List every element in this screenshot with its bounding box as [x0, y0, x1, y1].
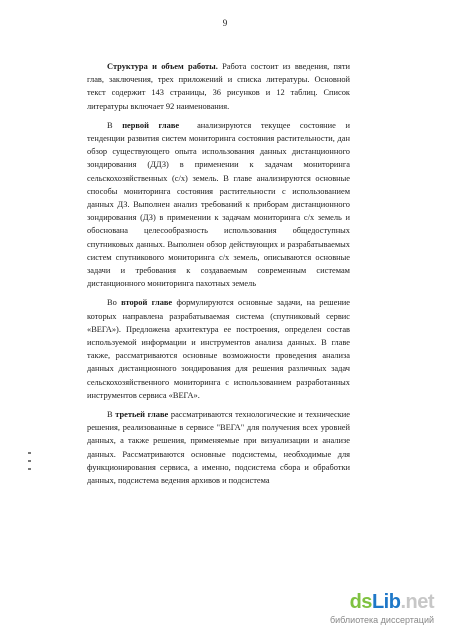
paragraph-lead: третьей главе	[115, 410, 169, 420]
paragraph-prefix: Во	[107, 298, 122, 308]
page-number: 9	[222, 18, 228, 28]
document-body	[87, 60, 350, 493]
paragraph-lead: первой главе	[122, 120, 180, 130]
paragraph-prefix: В	[107, 410, 116, 420]
paragraph-chapter-1	[87, 119, 350, 291]
watermark-logo	[350, 591, 434, 613]
paragraph-lead: второй главе	[121, 298, 173, 308]
margin-mark	[28, 452, 31, 454]
margin-marks	[28, 452, 34, 472]
paragraph-lead: Структура и объем работы.	[107, 62, 218, 71]
paragraph-chapter-2	[87, 296, 350, 402]
paragraph-text: анализируются текущее состояние и тенденции развития систем мониторинга состояния растительности, дан обзор существующего опыта использования данных дистанционного зондирования (ДДЗ) в применении к задачам мониторинга сельскохозяйственных (с/х) земель. В главе анализируются основные способы мониторинга состояния растительности с использованием данных ДЗ. Выполнен анализ требований к приборам дистанционного зондирования (ДЗ) в применении к задачам мониторинга с/х земель и обоснована целесообразность использования общедоступных спутниковых данных. Выполнен обзор действующих и разрабатываемых систем спутникового мониторинга с/х земель, описываются основные задачи и требования к создаваемым современным системам дистанционного мониторинга пахотных земель	[87, 120, 350, 289]
watermark-logo-part: .net	[400, 591, 434, 613]
margin-mark	[28, 460, 31, 462]
watermark	[326, 591, 436, 631]
paragraph-chapter-3	[87, 408, 350, 487]
watermark-logo-part: Lib	[371, 591, 401, 613]
paragraph-text: формулируются основные задачи, на решение которых направлена разрабатываемая система (спутниковый сервис «ВЕГА»). Предложена архитектура ее построения, определен состав используемой информации и инструментов анализа данных. В главе также, рассматриваются основные возможности проведения анализа данных дистанционного зондирования для решения различных задач сельскохозяйственного мониторинга с использованием разработанных инструментов сервиса «ВЕГА».	[87, 298, 351, 400]
paragraph-prefix: В	[107, 120, 123, 130]
watermark-subtitle: библиотека диссертаций	[329, 615, 434, 625]
paragraph-text: рассматриваются технологические и технические решения, реализованные в сервисе "ВЕГА" для получения всех уровней данных, а также решения, применяемые при визуализации и анализе данных. Рассматриваются основные подсистемы, необходимые для функционирования сервиса, а именно, подсистема сбора и обработки данных, подсистема ведения архивов и подсистема	[87, 410, 350, 486]
paragraph-structure	[87, 60, 350, 113]
margin-mark	[28, 468, 31, 470]
paragraph-text: Работа состоит из введения, пяти глав, заключения, трех приложений и списка литературы. Основной текст содержит 143 страницы, 36 рисунков и 12 таблиц. Список литературы включает 92 наименования.	[87, 62, 350, 111]
watermark-logo-part: ds	[349, 591, 372, 613]
